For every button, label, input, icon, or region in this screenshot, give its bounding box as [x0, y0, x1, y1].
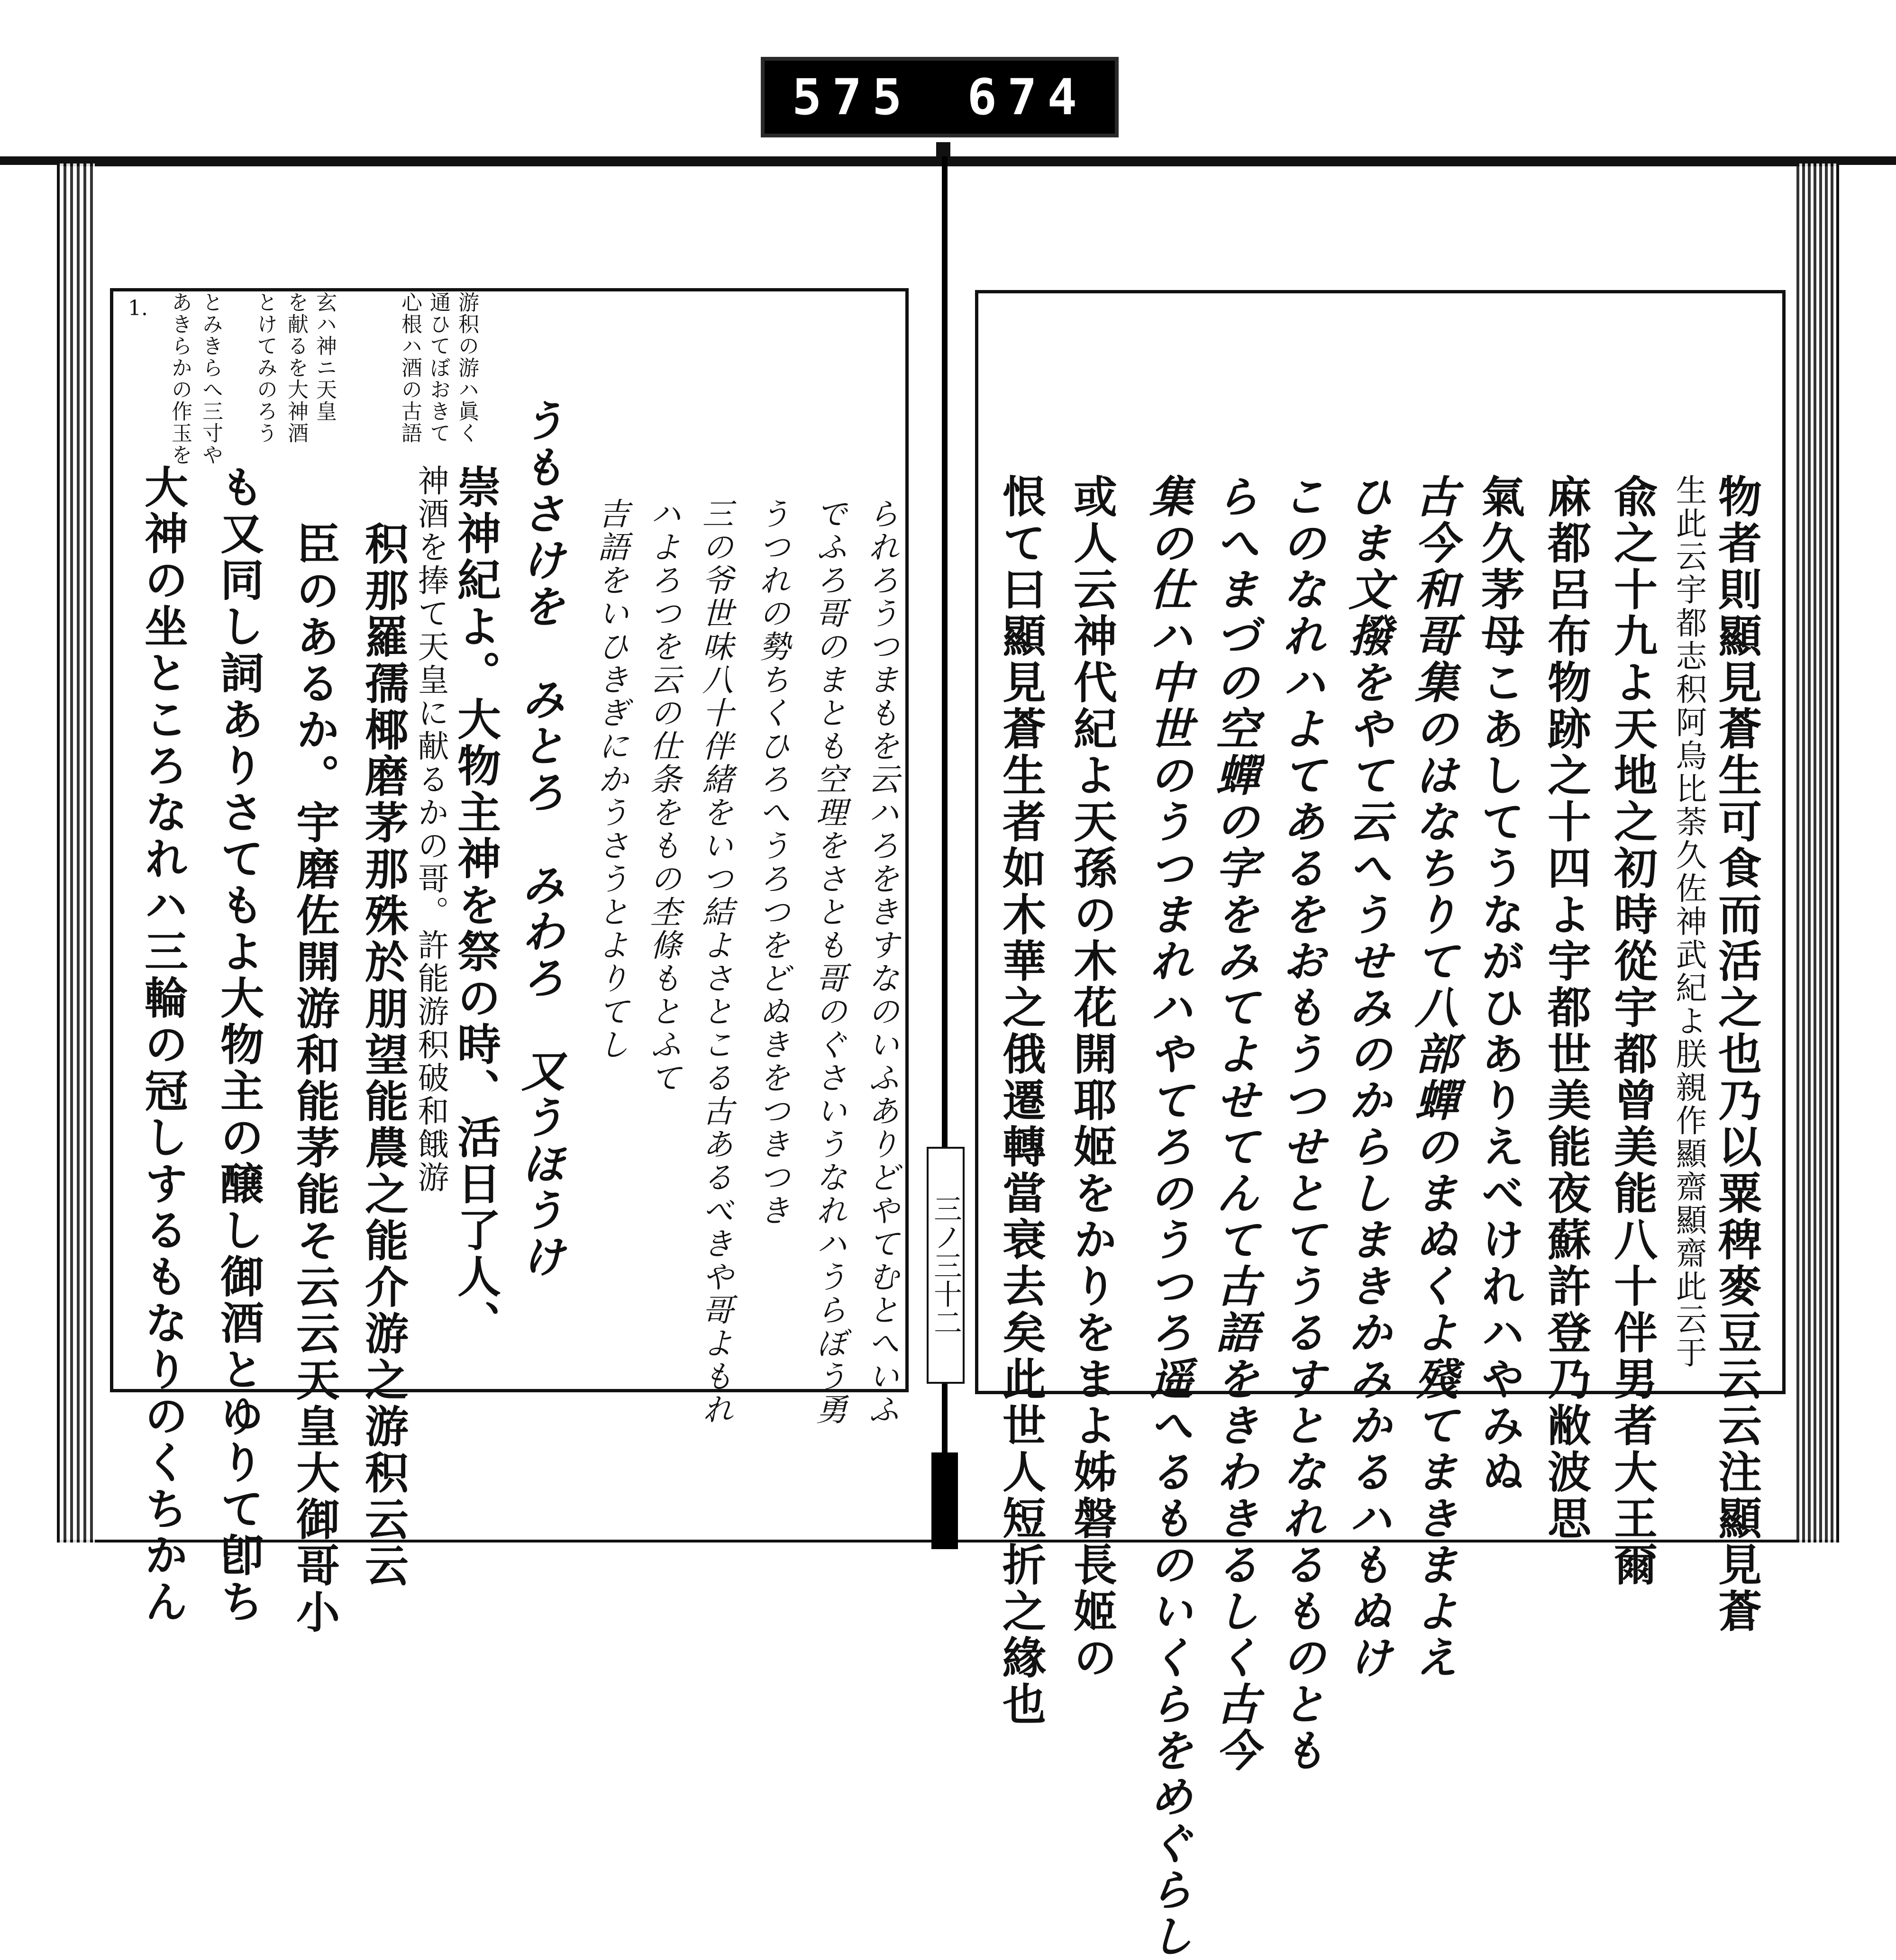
left-note-2: 通ひてぼおきて	[426, 291, 450, 444]
left-note-3: 心根ハ酒の古語	[398, 291, 422, 444]
right-col-8: このなれハよてあるをおもうつせとてうるすとなれるものとも	[1275, 474, 1326, 1774]
left-cursive-3: うつれの勢ちくひろへうろつをどぬきをつきつき	[754, 498, 790, 1227]
left-note-7: とみきらへ三寸や	[199, 291, 223, 466]
page-edges-right	[1796, 163, 1839, 1543]
left-cursive-2: でふろ哥のまとも空理をさとも哥のぐさいうなれハうらぼう勇	[811, 498, 847, 1426]
left-cursive-6: 吉語をいひきぎにかうさうとよりてし	[592, 498, 629, 1062]
page-number: 三ノ三十二	[927, 1147, 965, 1384]
left-note-6: とけてみのろう	[253, 291, 277, 444]
right-col-1: 物者則顯見蒼生可食而活之也乃以粟稗麥豆云云注顯見蒼	[1711, 474, 1762, 1635]
left-main-col-2: 神酒を捧て天皇に献るかの哥。許能游积破和餓游	[412, 464, 449, 1194]
left-main-col-1: 崇神紀よ。大物主神を祭の時、活日了人、	[450, 464, 501, 1347]
right-col-2: 生此云宇都志积阿烏比荼久佐神武紀よ朕親作顯齋顯齋此云于	[1670, 474, 1707, 1370]
left-poem-line: うもさけを みとろ みわろ 又うほうけ	[514, 398, 565, 1280]
page-edges-left	[57, 163, 95, 1543]
plate-right-number: 674	[967, 68, 1088, 126]
left-main-col-5: も又同し詞ありさてもよ大物主の醸し御酒とゆりて卽ち	[213, 464, 264, 1625]
margin-mark: 1.	[128, 296, 148, 320]
left-note-4: 玄ハ神ニ天皇	[312, 291, 337, 422]
left-main-col-4: 臣のあるか。宇磨佐開游和能茅能そ云云天皇大御哥小	[289, 521, 340, 1636]
right-col-6: 古今和哥集のはなちりて八部蟬のまぬくよ殘てまきまよえ	[1408, 474, 1459, 1681]
left-note-8: あきらかの作玉を	[168, 291, 192, 466]
left-note-1: 游积の游ハ眞く	[455, 291, 479, 444]
right-col-7: ひま文撥をやて云へうせみのからしまきかみかるハもぬけ	[1341, 474, 1393, 1681]
left-note-5: を献るを大神酒	[284, 291, 308, 444]
left-cursive-5: ハよろつを云の仕条をもの杢條もとふて	[645, 498, 681, 1095]
left-main-col-6: 大神の坐ところなれハ三輪の冠しするもなりのくちかん	[137, 464, 189, 1625]
left-cursive-4: 三の爷世味八十伴緒をいつ結よさとこる古あるべきや哥よもれ	[697, 498, 733, 1426]
label-plate	[761, 57, 1119, 137]
right-col-9: らへまづの空蟬の字をみてよせてんて古語をきわきるしく古今	[1209, 474, 1260, 1774]
spine-clip	[931, 1452, 958, 1549]
right-col-3: 兪之十九よ天地之初時從宇都曾美能八十伴男者大王爾	[1607, 474, 1658, 1588]
right-col-12: 恨て曰顯見蒼生者如木華之俄遷轉當衰去矣此世人短折之緣也	[995, 474, 1047, 1728]
plate-left-number: 575	[792, 68, 912, 126]
right-col-11: 或人云神代紀よ天孫の木花開耶姬をかりをまよ姊磐長姬の	[1066, 474, 1118, 1681]
right-col-4: 麻都呂布物跡之十四よ宇都世美能夜蘇許登乃敝波思	[1540, 474, 1592, 1542]
right-col-10: 集の仕ハ中世のうつまれハやてろのうつろ遥へるものいくらをめぐらし	[1142, 474, 1194, 1960]
left-cursive-1: られろうつまもを云ハろをきすなのいふありどやてむとへいふ	[863, 498, 899, 1426]
right-col-5: 氣久茅母こあしてうながひありえべけれハやみぬ	[1474, 474, 1525, 1496]
left-main-col-3: 积那羅孺椰磨茅那殊於朋望能農之能介游之游积云云	[358, 521, 409, 1589]
